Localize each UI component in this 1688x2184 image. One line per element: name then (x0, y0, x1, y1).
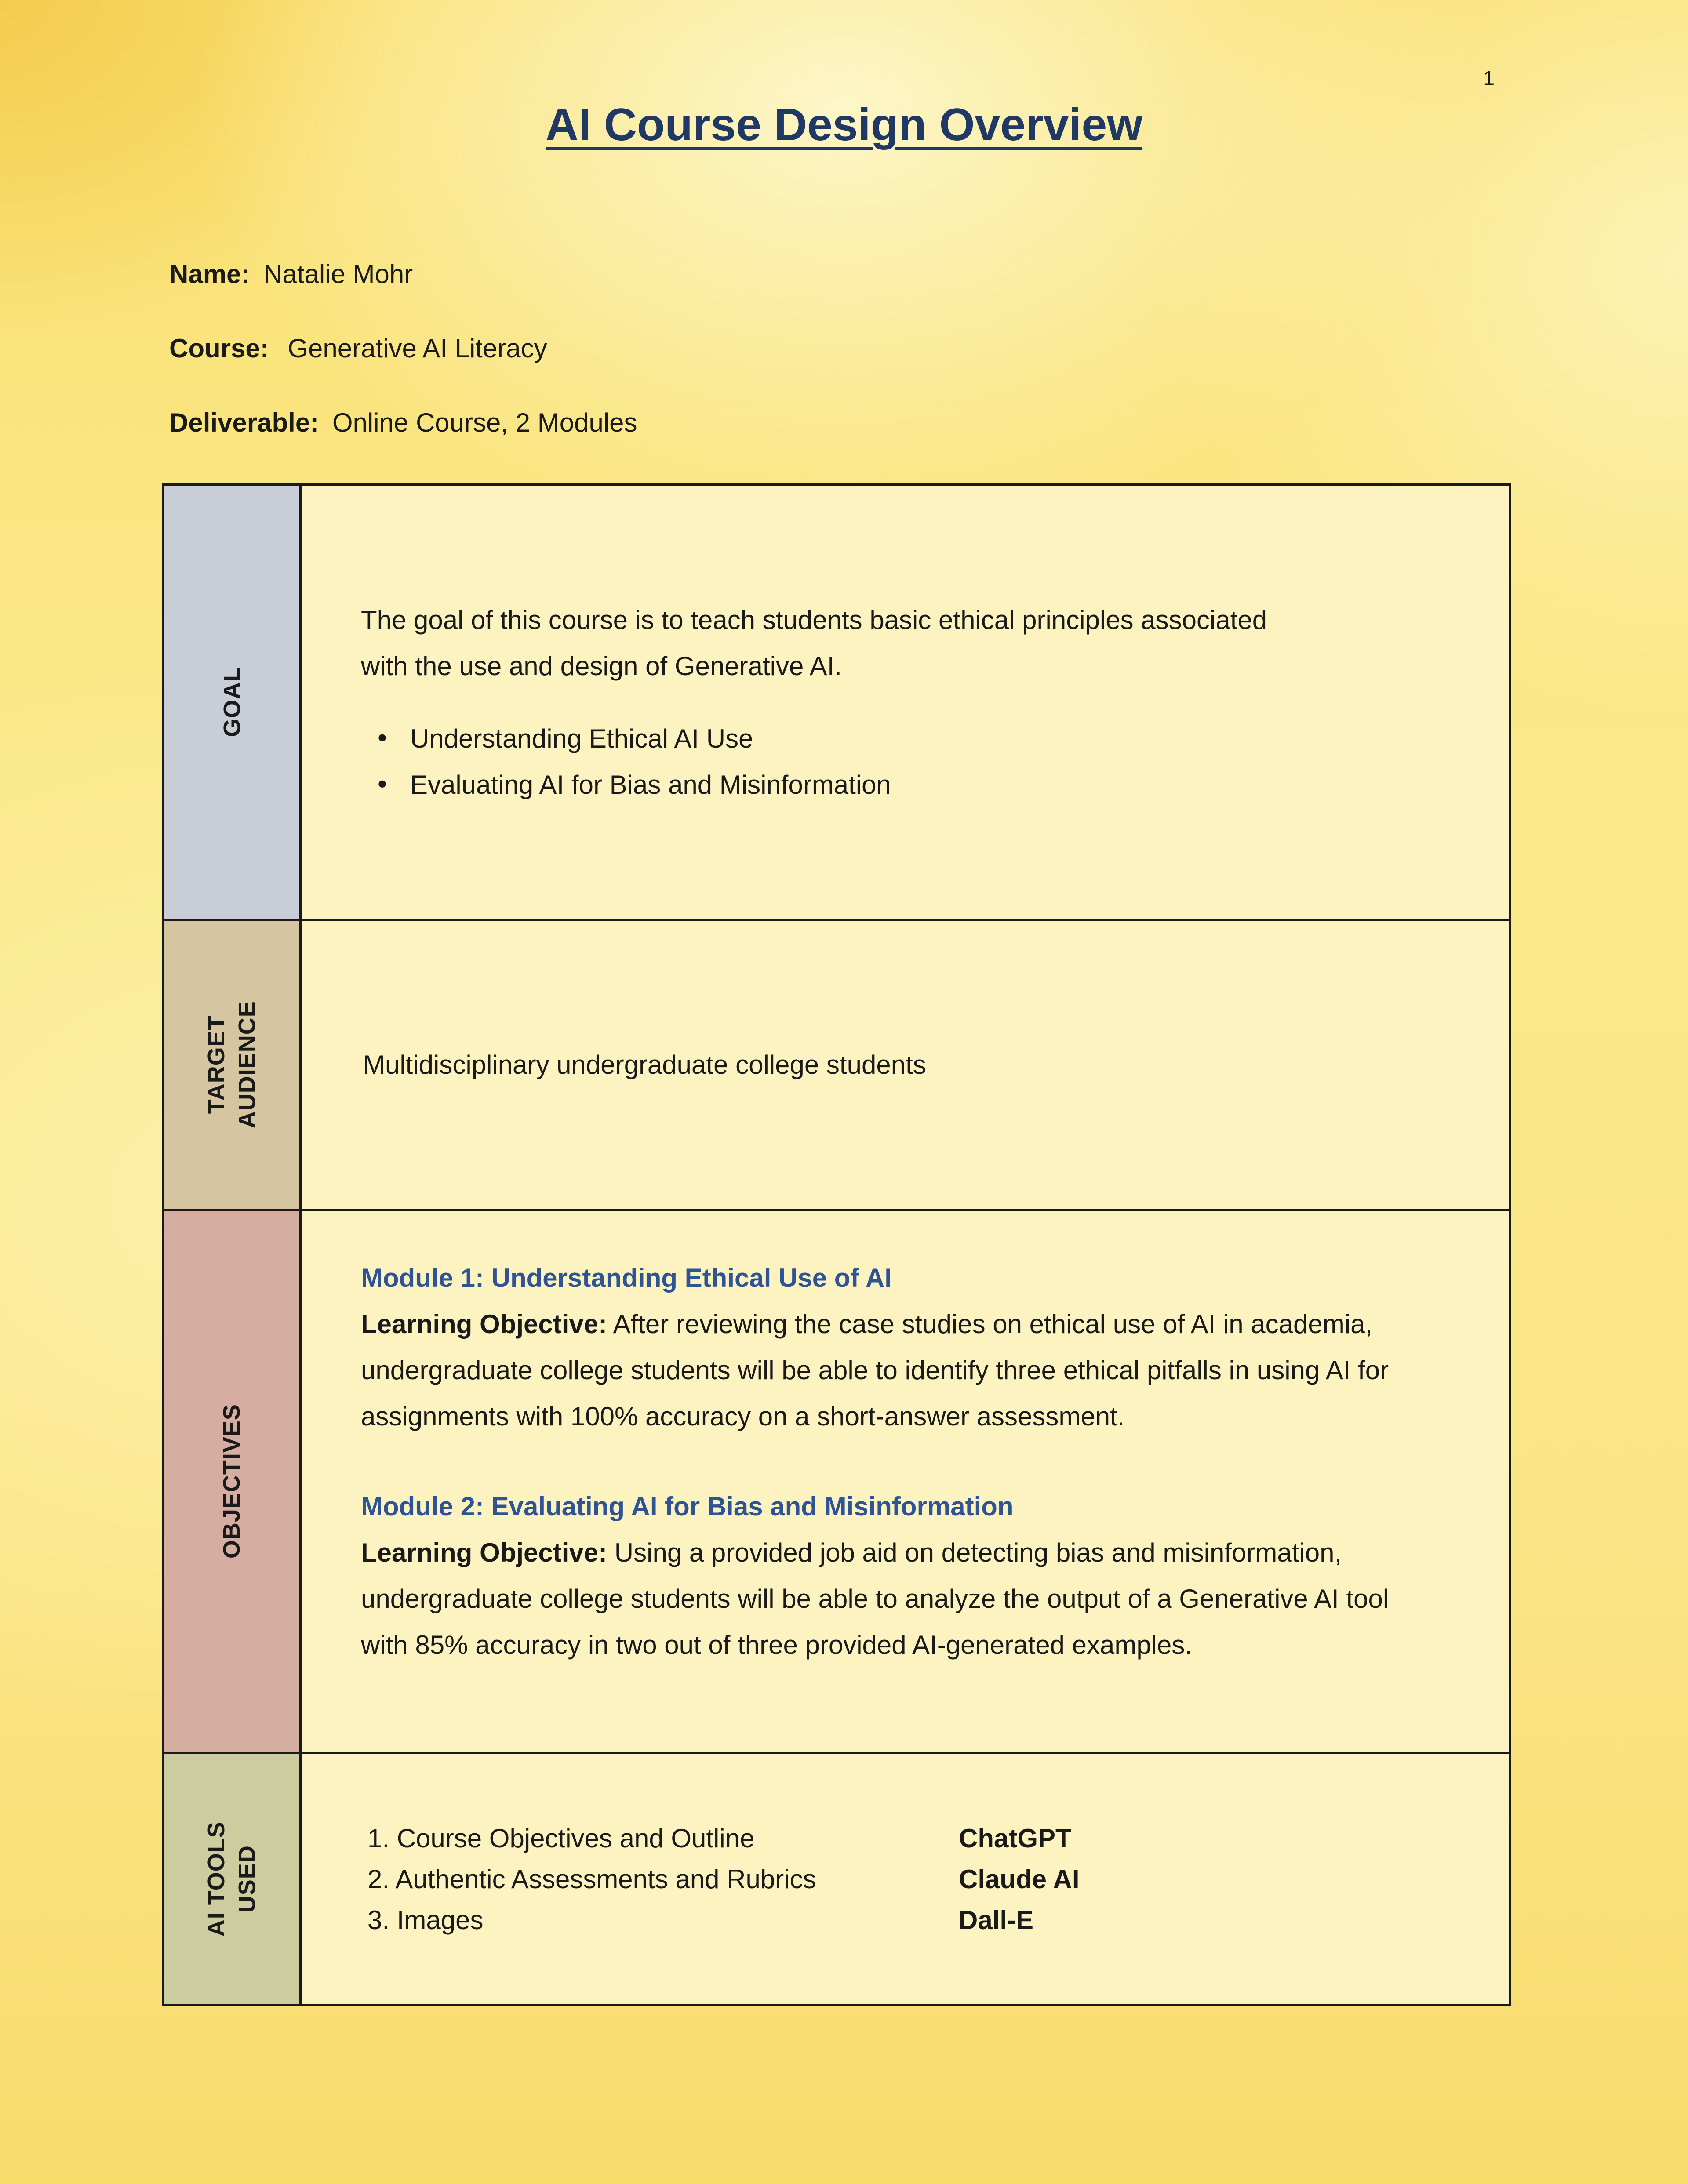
ai-tools-content-cell (302, 1754, 1509, 2004)
module2-objective-label: Learning Objective: (361, 1538, 608, 1567)
goal-header-label: GOAL (218, 667, 245, 738)
objectives-header-cell (164, 1211, 302, 1752)
ai-tools-grid (367, 1819, 1456, 1939)
meta-name-value: Natalie Mohr (263, 259, 413, 289)
ai-tools-tool: Claude AI (959, 1864, 1080, 1894)
meta-deliverable-line (169, 407, 1688, 438)
goal-row (164, 486, 1509, 919)
ai-tools-row (164, 1752, 1509, 2004)
module1-objective-text: After reviewing the case studies on ethical use of AI in academia, undergraduate college students will be able to identify three ethical pitfalls in using AI for assignments with 100% accuracy on a short-answer assessment. (361, 1309, 1389, 1431)
ai-tools-header-cell (164, 1754, 302, 2004)
goal-header-cell (164, 486, 302, 919)
module1-objective (361, 1301, 1399, 1439)
ai-tools-task: 1. Course Objectives and Outline (367, 1823, 755, 1853)
target-audience-text: Multidisciplinary undergraduate college students (363, 1050, 926, 1079)
ai-tools-task: 3. Images (367, 1905, 484, 1935)
meta-deliverable-label: Deliverable: (169, 408, 319, 437)
meta-name-line (169, 259, 1688, 289)
goal-intro-text: The goal of this course is to teach students basic ethical principles associated with the use and design of Generative AI. (361, 605, 1267, 681)
meta-deliverable-value: Online Course, 2 Modules (332, 408, 637, 437)
goal-bullet-item: • Evaluating AI for Bias and Misinformation (374, 762, 1395, 808)
module1-title: Module 1: Understanding Ethical Use of AI (361, 1263, 892, 1293)
objectives-row (164, 1209, 1509, 1752)
target-audience-header-label: TARGET AUDIENCE (203, 1001, 261, 1129)
ai-tools-task: 2. Authentic Assessments and Rubrics (367, 1864, 816, 1894)
meta-course-value: Generative AI Literacy (287, 334, 547, 363)
module1-objective-label: Learning Objective: (361, 1309, 608, 1339)
module2-objective (361, 1530, 1399, 1668)
page-title: AI Course Design Overview (545, 99, 1143, 150)
target-audience-content-cell (302, 921, 1509, 1209)
meta-name-label: Name: (169, 259, 250, 289)
goal-bullet-item: • Understanding Ethical AI Use (374, 716, 1395, 762)
meta-course-label: Course: (169, 334, 269, 363)
target-audience-row (164, 919, 1509, 1209)
course-overview-table (162, 483, 1511, 2006)
meta-block (169, 259, 1688, 438)
page-number: 1 (1483, 66, 1495, 89)
goal-content-cell (302, 486, 1509, 919)
module2-title: Module 2: Evaluating AI for Bias and Misinformation (361, 1492, 1014, 1521)
objectives-content-cell (302, 1211, 1509, 1752)
meta-course-line (169, 333, 1688, 363)
ai-tools-tool: Dall-E (959, 1905, 1034, 1935)
ai-tools-header-label: AI TOOLS USED (203, 1821, 261, 1937)
goal-bullet-list (361, 716, 1395, 808)
module2-objective-text: Using a provided job aid on detecting bias and misinformation, undergraduate college students will be able to analyze the output of a Generative AI tool with 85% accuracy in two out of three provided AI-generated examples. (361, 1538, 1389, 1660)
ai-tools-tool: ChatGPT (959, 1823, 1072, 1853)
target-audience-header-cell (164, 921, 302, 1209)
objectives-header-label: OBJECTIVES (218, 1403, 245, 1559)
